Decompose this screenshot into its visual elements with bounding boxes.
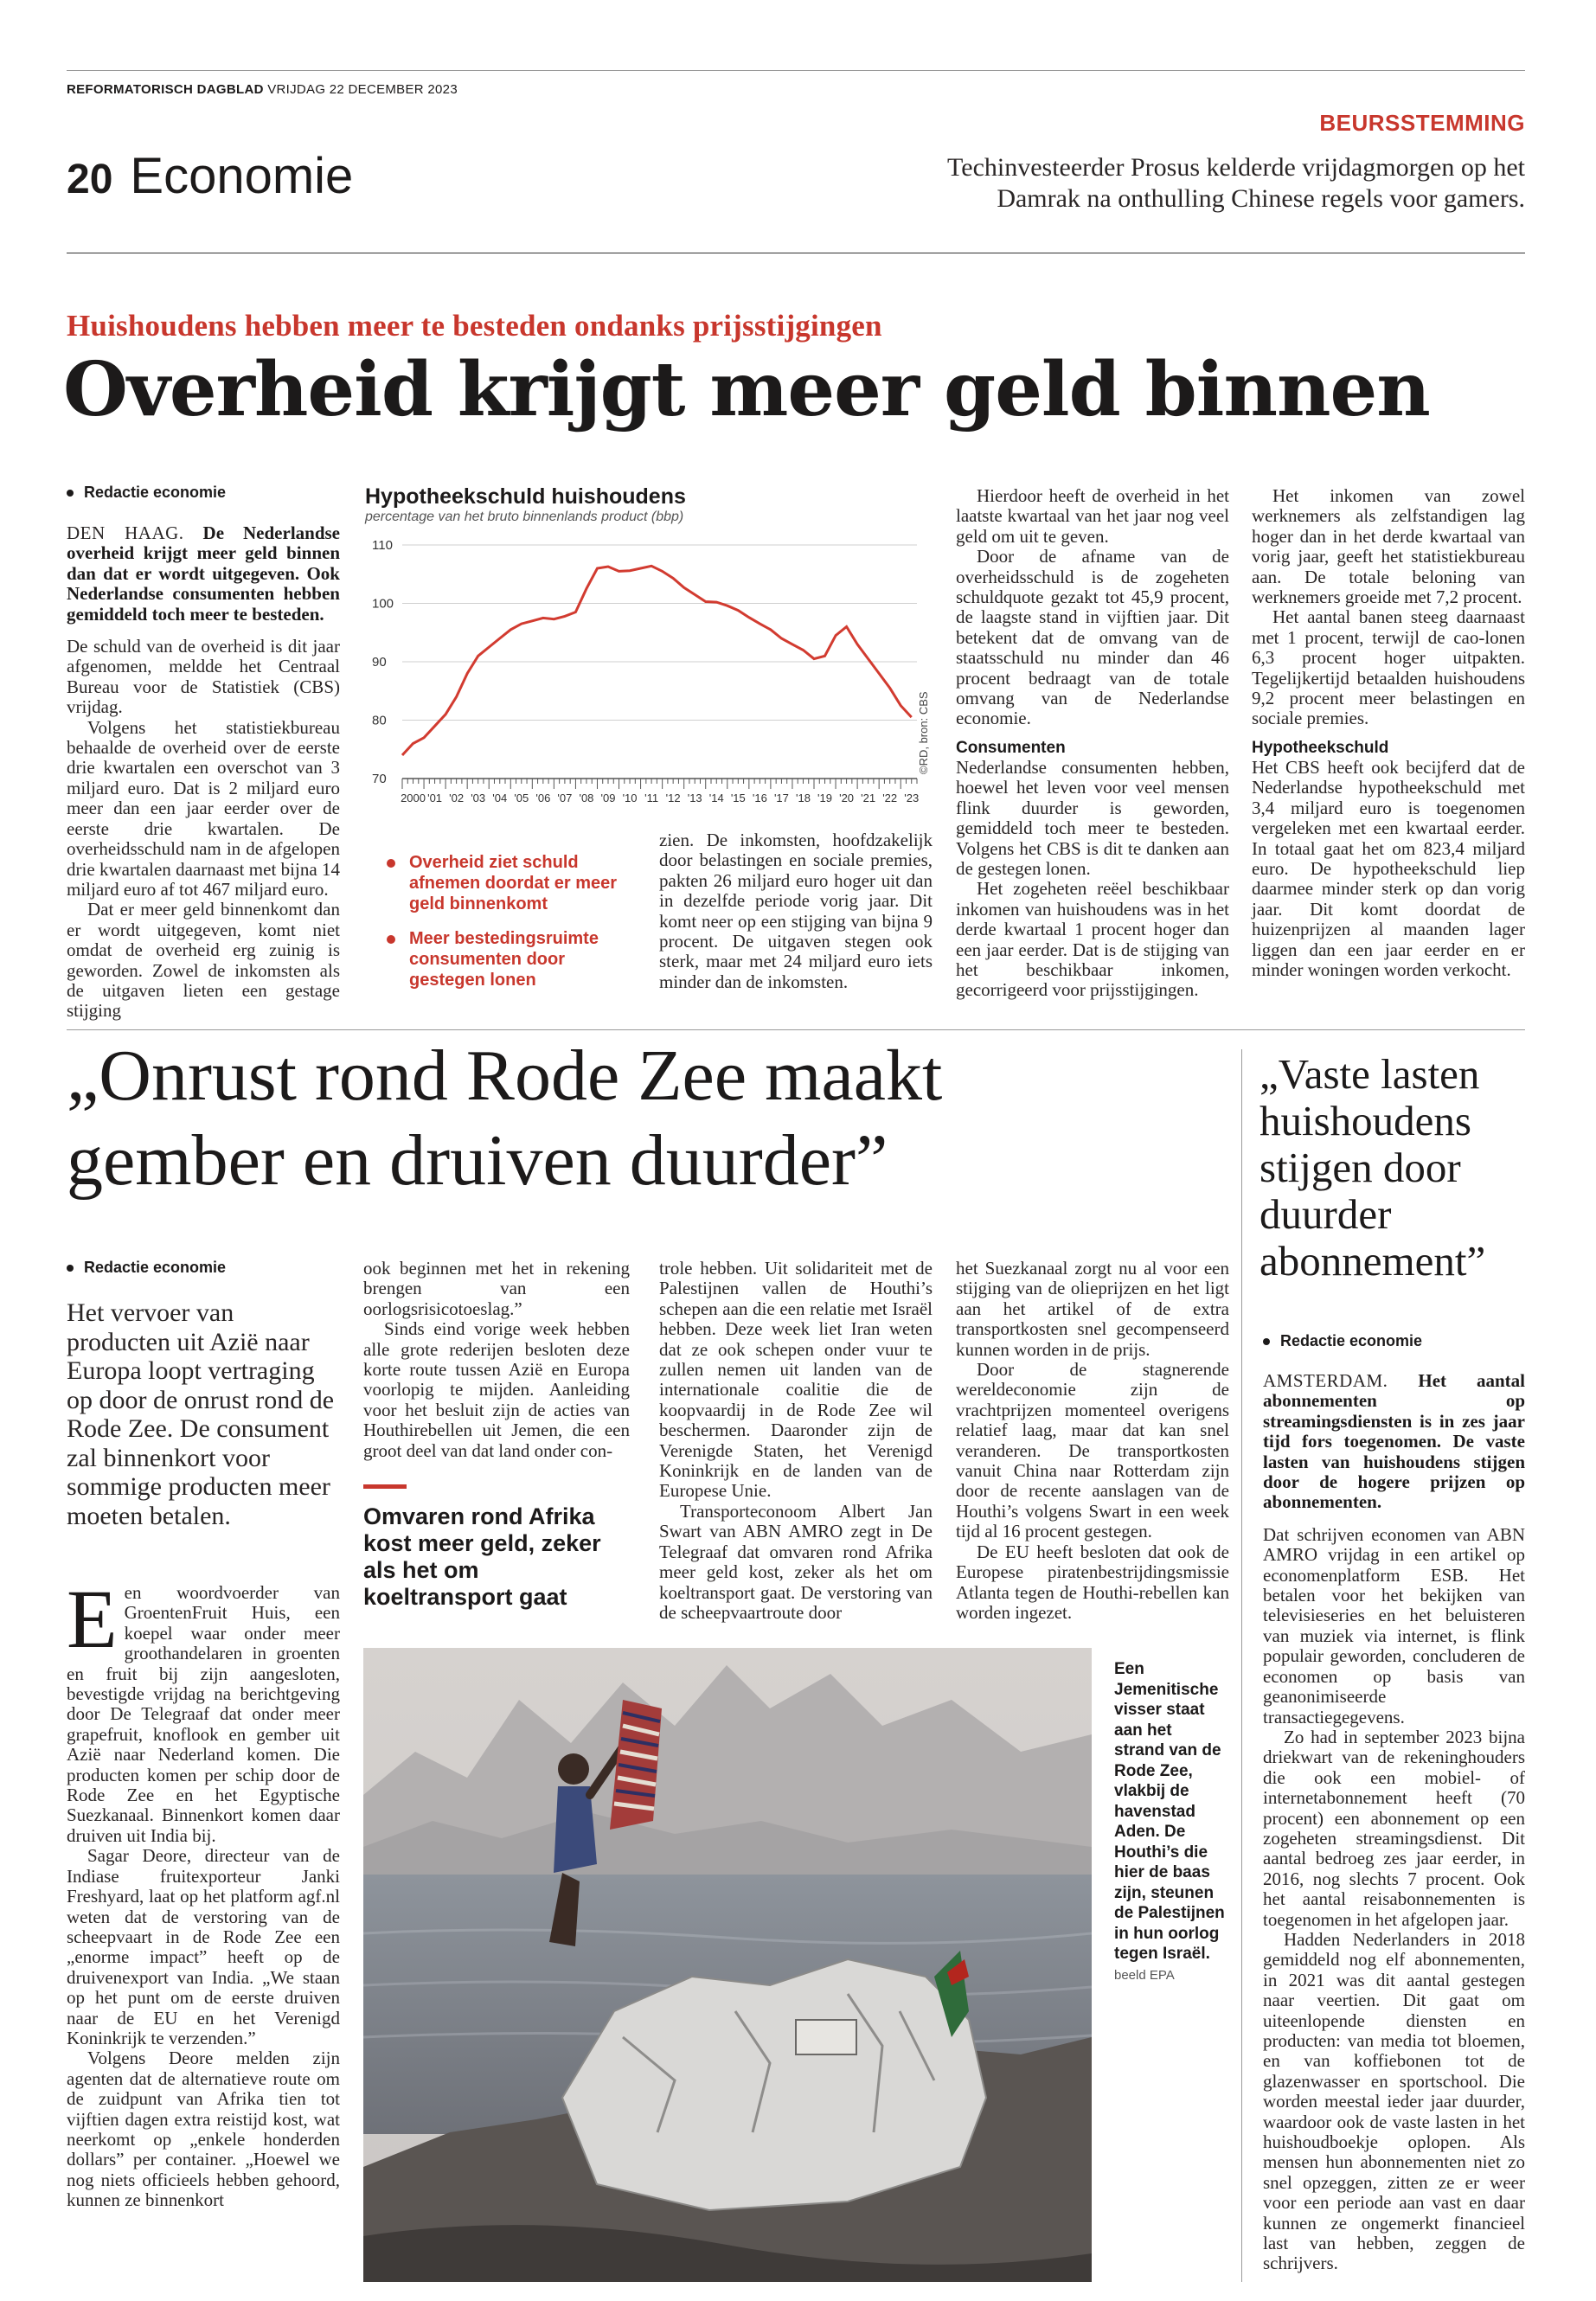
- subhead-hypotheekschuld: Hypotheekschuld: [1252, 738, 1389, 757]
- paper-name: REFORMATORISCH DAGBLAD: [67, 82, 264, 97]
- highlight-1: Overheid ziet schuld afnemen doordat er meer geld binnenkomt: [387, 852, 620, 914]
- subhead-consumenten: Consumenten: [956, 738, 1066, 757]
- paragraph: Door de stagnerende wereldeconomie zijn de vrachtprijzen momenteel overigens relatief laag, maar dat kan snel veranderen. De transportkosten vanuit China naar Rotterdam zijn door de recente aanslagen van de Houthi’s volgens Swart in een week tijd al 16 procent gestegen.: [956, 1359, 1229, 1542]
- x-tick-label: 2000: [401, 792, 426, 804]
- article3-lead: Het aantal abonnementen op streamingsdiensten is in zes jaar tijd fors toegenomen. De vaste lasten van huishoudens stijgen door de hogere prijzen op abonnementen.: [1263, 1370, 1525, 1513]
- x-tick-label: '22: [882, 792, 898, 804]
- column-rule: [1241, 1049, 1242, 2282]
- x-tick-label: '15: [730, 792, 746, 804]
- byline-text: Redactie economie: [84, 1259, 227, 1276]
- article2-col2: [363, 1259, 630, 1461]
- beursstemming: [947, 110, 1525, 215]
- article1-col3: [956, 486, 1229, 1001]
- article2-subhead: Omvaren rond Afrika kost meer geld, zeker als het om koeltransport gaat: [363, 1503, 601, 1610]
- section-title: Economie: [130, 148, 354, 204]
- highlight-2: Meer bestedingsruimte consumenten door gestegen lonen: [387, 928, 620, 990]
- x-tick-label: '17: [773, 792, 789, 804]
- caption-text: Een Jemenitische visser staat aan het strand van de Rode Zee, vlakbij de havenstad Aden. De Houthi’s die hier de baas zijn, steunen de Palestijnen in hun oorlog tegen Israël.: [1114, 1660, 1225, 1963]
- paragraph: Zo had in september 2023 bijna driekwart van de rekeninghouders die ook een mobiel- of internetabonnement heeft (70 procent) een abonnement op een zogeheten streamingsdienst. Dit aantal bedroeg zes jaar eerder, in 2016, nog slechts 7 procent. Ook het aantal reisabonnementen is toegenomen in het afgelopen jaar.: [1263, 1726, 1525, 1930]
- paragraph: Hierdoor heeft de overheid in het laatste kwartaal van het jaar nog veel geld om uit te geven.: [956, 485, 1229, 547]
- y-tick-label: 90: [372, 655, 387, 670]
- x-tick-label: '07: [557, 792, 573, 804]
- beursstemming-label: BEURSSTEMMING: [1319, 110, 1525, 136]
- headline-line-1: „Onrust rond Rode Zee maakt: [67, 1035, 943, 1116]
- dateline: DEN HAAG.: [67, 522, 184, 543]
- article2-col3: [659, 1259, 933, 1623]
- chart-subtitle: percentage van het bruto binnenlands product (bbp): [365, 510, 684, 524]
- x-tick-label: '21: [861, 792, 876, 804]
- paragraph: Het CBS heeft ook becijferd dat de Nederlandse hypotheekschuld met 3,4 miljard euro is toegenomen vergeleken met een kwartaal eerder. In totaal gaat het om 823,4 miljard euro. De hypotheekschuld liep daarmee minder sterk op dan vorig jaar. Dit komt doordat de huizenprijzen al maanden lager liggen dan een jaar eerder en er minder woningen worden verkocht.: [1252, 756, 1525, 980]
- byline-text: Redactie economie: [1280, 1332, 1423, 1349]
- masthead-line: [67, 82, 458, 97]
- paragraph: Nederlandse consumenten hebben, hoewel het leven voor veel mensen flink duurder is geworden, gemiddeld toch meer te besteden. Volgens het CBS is dit te danken aan de gestegen lonen.: [956, 756, 1229, 879]
- dateline: AMSTERDAM.: [1263, 1370, 1388, 1391]
- article3-body: [1263, 1371, 1525, 2274]
- paragraph: Sagar Deore, directeur van de Indiase fruitexporteur Janki Freshyard, laat op het platform agf.nl weten dat de verstoring van de scheepvaart in de Rode Zee een „enorme impact” heeft op de druivenexport van India. „We staan op het punt om de eerste druiven naar de EU en het Verenigd Koninkrijk te verzenden.”: [67, 1845, 340, 2048]
- x-tick-label: '18: [795, 792, 811, 804]
- paragraph: ook beginnen met het in rekening brengen van een oorlogsrisicotoeslag.”: [363, 1258, 630, 1319]
- x-tick-label: '11: [644, 792, 659, 804]
- paragraph: De schuld van de overheid is dit jaar afgenomen, meldde het Centraal Bureau voor de Statistiek (CBS) vrijdag.: [67, 636, 340, 718]
- paragraph: Het zogeheten reëel beschikbaar inkomen van huishoudens was in het derde kwartaal 1 procent hoger dan een jaar eerder. Dat is de stijging van het beschikbaar inkomen, gecorrigeerd voor prijsstijgingen.: [956, 878, 1229, 1001]
- x-tick-label: '08: [579, 792, 594, 804]
- x-tick-label: '10: [622, 792, 638, 804]
- x-tick-label: '09: [600, 792, 616, 804]
- article1-col2: [659, 830, 933, 992]
- paragraph-text: en woordvoerder van GroentenFruit Huis, een koepel waar onder meer groothandelaren in groenten en fruit bij zijn aangesloten, bevestigde vrijdag na berichtgeving door De Telegraaf dat onder meer grapefruit, knoflook en gember uit Azië naar Nederland komen. Die producten komen per schip door de Rode Zee en het Egyptische Suezkanaal. Binnenkort komen daar druiven uit India bij.: [67, 1582, 340, 1846]
- paragraph: Het aantal banen steeg daarnaast met 1 procent, terwijl de cao-lonen 6,3 procent hoger uitpakten. Tegelijkertijd betaalden huishoudens 9,2 procent meer belastingen en sociale premies.: [1252, 606, 1525, 729]
- article1-col1: [67, 523, 340, 1022]
- article1-byline: [67, 484, 226, 502]
- article3-headline: „Vaste lasten huishoudens stijgen door duurder abonnement”: [1259, 1050, 1486, 1285]
- paragraph: Volgens het statistiekbureau behaalde de overheid over de eerste drie kwartalen een overschot van 3 miljard euro. Dat is 2 miljard euro meer dan een jaar eerder over de eerste drie kwartalen. De overheidsschuld nam in de afgelopen drie kwartalen daarnaast met bijna 14 miljard euro af tot 467 miljard euro.: [67, 716, 340, 900]
- photo-caption: [1114, 1659, 1225, 1985]
- x-tick-label: '05: [514, 792, 529, 804]
- chart-container: [365, 484, 919, 525]
- paragraph: het Suezkanaal zorgt nu al voor een stijging van de olieprijzen en het ligt aan het artikel of de extra transportkosten snel gecompenseerd kunnen worden in de prijs.: [956, 1258, 1229, 1360]
- section-header: [67, 147, 353, 205]
- paragraph: Door de afname van de overheidsschuld is de zogeheten schuldquote gezakt tot 45,9 procent, de laagste stand in vijftien jaar. Dit betekent dat de omvang van de staatsschuld nu minder dan 46 procent bedraagt van de totale omvang van de Nederlandse economie.: [956, 546, 1229, 729]
- paragraph: Sinds eind vorige week hebben alle grote rederijen besloten deze korte route tussen Azië en Europa voorlopig te mijden. Aanleiding voor het besluit zijn de acties van Houthirebellen uit Jemen, die een groot deel van dat land onder con-: [363, 1318, 630, 1461]
- paragraph: Hadden Nederlanders in 2018 gemiddeld nog elf abonnementen, in 2021 was dit aantal gestegen naar veertien. Dit gaat om uiteenlopende diensten en producten: van media tot bloemen, en van koffiebonen tot de glazenwasser en sportschool. Die worden meestal ieder jaar duurder, waardoor ook de vaste lasten in het huishoudboekje oplopen. Als mensen hun abonnementen niet zo snel opzeggen, zitten ze er weer voor een periode aan vast en daar kunnen ze ongemerkt financieel last van hebben, zeggen de schrijvers.: [1263, 1928, 1525, 2274]
- article2-intro: Het vervoer van producten uit Azië naar Europa loopt vertraging op door de onrust rond de Rode Zee. De consument zal binnenkort voor sommige producten meer moeten betalen.: [67, 1298, 335, 1530]
- byline-text: Redactie economie: [84, 484, 227, 501]
- chart-title: Hypotheekschuld huishoudens: [365, 484, 686, 509]
- paragraph: Het inkomen van zowel werknemers als zelfstandigen lag hoger dan in het derde kwartaal van vorig jaar, geeft het statistiekbureau aan. De totale beloning van werknemers groeide met 7,2 procent.: [1252, 485, 1525, 608]
- fisherman-photo: [363, 1648, 1092, 2282]
- paragraph: trole hebben. Uit solidariteit met de Palestijnen vallen de Houthi’s schepen aan die een relatie met Israël hebben. Deze week liet Iran weten dat ze ook schepen onder vuur te zullen nemen uit landen van de internationale coalitie die de koopvaardij in de Rode Zee wil beschermen. Daaronder zijn de Verenigde Staten, het Verenigd Koninkrijk en de landen van de Europese Unie.: [659, 1258, 933, 1502]
- article1-lead: De Nederlandse overheid krijgt meer geld binnen dan dat er wordt uitgegeven. Ook Nederlandse consumenten hebben gemiddeld toch meer te besteden.: [67, 522, 341, 625]
- article1-col4: [1252, 486, 1525, 980]
- x-tick-label: '06: [535, 792, 551, 804]
- fisherman-body: [554, 1786, 597, 1873]
- paragraph: De EU heeft besloten dat ook de Europese piratenbestrijdingsmissie Atlanta tegen de Houthi-rebellen kan worden ingezet.: [956, 1541, 1229, 1623]
- article2-byline: [67, 1259, 226, 1277]
- beursstemming-line2: Damrak na onthulling Chinese regels voor gamers.: [997, 184, 1525, 213]
- article3-byline: [1263, 1332, 1422, 1350]
- x-tick-label: '23: [904, 792, 920, 804]
- x-tick-label: '02: [449, 792, 465, 804]
- paragraph: zien. De inkomsten, hoofdzakelijk door belastingen en sociale premies, pakten 26 miljard euro hoger uit dan in dezelfde periode vorig jaar. Dit komt neer op een stijging van bijna 9 procent. De uitgaven stegen ook sterk, maar met 24 miljard euro iets minder dan de inkomsten.: [659, 830, 933, 992]
- paragraph: Volgens Deore melden zijn agenten dat de alternatieve route om de zuidpunt van Afrika tien tot vijftien dagen extra reistijd kost, wat neerkomt op „enkele honderden dollars” per container. „Hoewel we nog niets officieels hebben gehoord, kunnen ze binnenkort: [67, 2048, 340, 2211]
- article1-highlights: [387, 852, 620, 990]
- issue-date: VRIJDAG 22 DECEMBER 2023: [267, 82, 458, 97]
- headline-line-2: gember en druiven duurder”: [67, 1120, 888, 1201]
- paragraph: Transporteconoom Albert Jan Swart van ABN AMRO zegt in De Telegraaf dat omvaren rond Afrika meer geld kost, zeker als het om koeltransport gaat. De verstoring van de scheepvaartroute door: [659, 1500, 933, 1623]
- paragraph: Dat schrijven economen van ABN AMRO vrijdag in een artikel op economenplatform ESB. Het betalen voor het bekijken van televisieseries en het beluisteren van muziek via internet, is flink populair geworden, concluderen de economen op basis van geanonimiseerde transactiegegevens.: [1263, 1523, 1525, 1727]
- x-tick-label: '01: [427, 792, 443, 804]
- article1-headline: Overheid krijgt meer geld binnen: [63, 346, 1430, 433]
- fisherman-head: [558, 1753, 589, 1785]
- section-divider: [67, 1029, 1525, 1030]
- drop-cap: E: [67, 1573, 118, 1665]
- y-tick-label: 70: [372, 772, 387, 786]
- subhead-accent: [363, 1484, 407, 1489]
- top-rule: [67, 70, 1525, 71]
- beursstemming-line1: Techinvesteerder Prosus kelderde vrijdagmorgen op het: [947, 153, 1525, 182]
- article2-col4: [956, 1259, 1229, 1623]
- x-tick-label: '19: [817, 792, 833, 804]
- x-tick-label: '04: [492, 792, 508, 804]
- byline-dot: [67, 1265, 74, 1272]
- x-tick-label: '12: [665, 792, 681, 804]
- photo-credit: beeld EPA: [1114, 1967, 1175, 1983]
- mortgage-chart: [346, 528, 934, 813]
- article2-headline: [67, 1034, 942, 1203]
- paragraph: Dat er meer geld binnenkomt dan er wordt uitgegeven, komt niet omdat de overheid erg zuinig is geworden. Zowel de inkomsten als de uitgaven lieten een gestage stijging: [67, 899, 340, 1022]
- byline-dot: [67, 490, 74, 497]
- x-tick-label: '03: [471, 792, 486, 804]
- x-tick-label: '13: [687, 792, 702, 804]
- chart-source: ©RD, bron: CBS: [917, 691, 930, 774]
- x-tick-label: '16: [752, 792, 767, 804]
- y-tick-label: 80: [372, 713, 387, 728]
- x-tick-label: '14: [708, 792, 724, 804]
- page-number: 20: [67, 157, 113, 202]
- byline-dot: [1263, 1338, 1270, 1345]
- y-tick-label: 110: [372, 538, 393, 553]
- x-tick-label: '20: [839, 792, 855, 804]
- article2-col1: [67, 1573, 340, 2211]
- y-tick-label: 100: [372, 596, 394, 612]
- series-line: [402, 566, 912, 755]
- article1-kicker: Huishoudens hebben meer te besteden ondanks prijsstijgingen: [67, 309, 882, 343]
